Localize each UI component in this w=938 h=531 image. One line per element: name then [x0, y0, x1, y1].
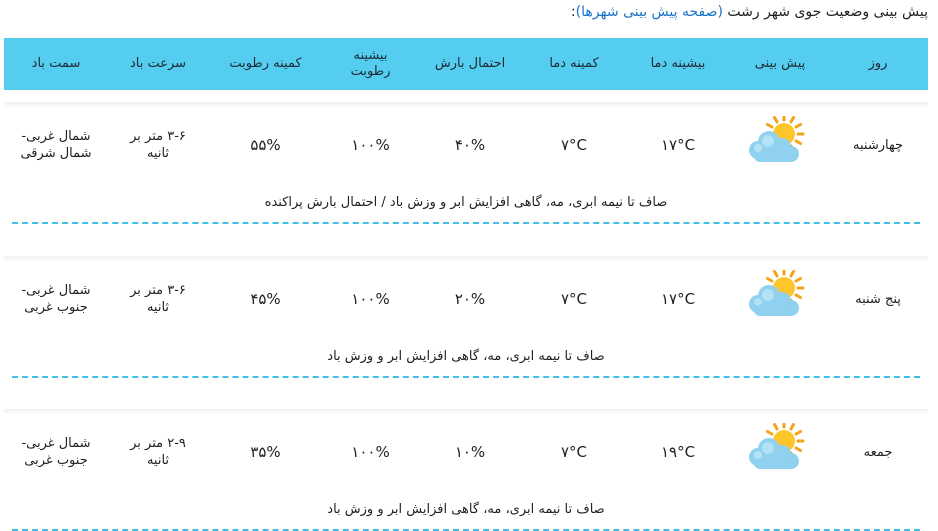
row-divider [12, 222, 920, 224]
day-cell: جمعه [863, 444, 893, 460]
partly-cloudy-sun-icon [744, 423, 808, 473]
day-cell: چهارشنبه [853, 137, 903, 153]
header-wind-dir: سمت باد [31, 56, 81, 71]
wind-dir-cell [4, 411, 108, 493]
wind-dir-cell-line2: شمال شرقی [20, 146, 92, 161]
header-day: روز [868, 56, 888, 71]
forecast-description: صاف تا نیمه ابری، مه، گاهی افزایش ابر و وزش باد [327, 349, 605, 364]
wind-dir-cell [4, 104, 108, 186]
header-forecast: پیش بینی [754, 56, 806, 71]
min-temp-cell: ۷°C [560, 289, 588, 308]
min-temp-cell: ۷°C [560, 135, 588, 154]
partly-cloudy-sun-icon [744, 116, 808, 166]
wind-speed-cell [108, 104, 208, 186]
row-divider [12, 376, 920, 378]
max-humidity-cell: ۱۰۰% [351, 135, 390, 154]
wind-speed-cell [108, 258, 208, 340]
wind-dir-cell-line2: جنوب غربی [24, 300, 88, 315]
cities-forecast-link[interactable]: (صفحه پیش بینی شهرها) [575, 4, 723, 20]
min-humidity-cell: ۴۵% [250, 289, 281, 308]
day-cell: پنج شنبه [855, 291, 901, 307]
forecast-row [4, 258, 928, 340]
max-temp-cell: ۱۹°C [660, 442, 696, 461]
table-header [4, 38, 928, 90]
header-max-temp: بیشینه دما [650, 56, 706, 71]
forecast-row [4, 104, 928, 186]
precip-cell: ۲۰% [454, 289, 486, 308]
forecast-description: صاف تا نیمه ابری، مه، گاهی افزایش ابر و وزش باد [327, 502, 605, 517]
precip-cell: ۱۰% [454, 442, 486, 461]
wind-speed-cell-line2: ثانیه [146, 300, 170, 315]
page-title-colon: : [570, 4, 576, 20]
min-humidity-cell: ۵۵% [250, 135, 281, 154]
precip-cell: ۴۰% [454, 135, 486, 154]
wind-speed-cell [108, 411, 208, 493]
header-min-temp: کمینه دما [549, 56, 599, 71]
header-precip: احتمال بارش [434, 56, 506, 71]
wind-dir-cell-line1: شمال غربی- [21, 129, 91, 144]
min-humidity-cell: ۳۵% [250, 442, 281, 461]
min-temp-cell: ۷°C [560, 442, 588, 461]
wind-dir-cell [4, 258, 108, 340]
header-min-humidity: کمینه رطوبت [229, 56, 302, 71]
forecast-description: صاف تا نیمه ابری، مه، گاهی افزایش ابر و وزش باد / احتمال بارش پراکنده [264, 195, 668, 210]
wind-speed-cell-line1: ۳-۶ متر بر [130, 129, 186, 144]
header-wind-speed: سرعت باد [129, 56, 187, 71]
wind-speed-cell-line1: ۳-۶ متر بر [130, 283, 186, 298]
page-title-text: پیش بینی وضعیت جوی شهر رشت [727, 4, 928, 20]
wind-dir-cell-line2: جنوب غربی [24, 453, 88, 468]
partly-cloudy-sun-icon [744, 270, 808, 320]
max-humidity-cell: ۱۰۰% [351, 289, 390, 308]
max-temp-cell: ۱۷°C [660, 289, 696, 308]
forecast-row [4, 411, 928, 493]
wind-dir-cell-line1: شمال غربی- [21, 283, 91, 298]
wind-speed-cell-line2: ثانیه [146, 453, 170, 468]
wind-dir-cell-line1: شمال غربی- [21, 436, 91, 451]
max-temp-cell: ۱۷°C [660, 135, 696, 154]
page-title [571, 4, 928, 20]
wind-speed-cell-line1: ۲-۹ متر بر [130, 436, 186, 451]
max-humidity-cell: ۱۰۰% [351, 442, 390, 461]
wind-speed-cell-line2: ثانیه [146, 146, 170, 161]
header-max-humidity: بیشینه رطوبت [350, 48, 391, 79]
